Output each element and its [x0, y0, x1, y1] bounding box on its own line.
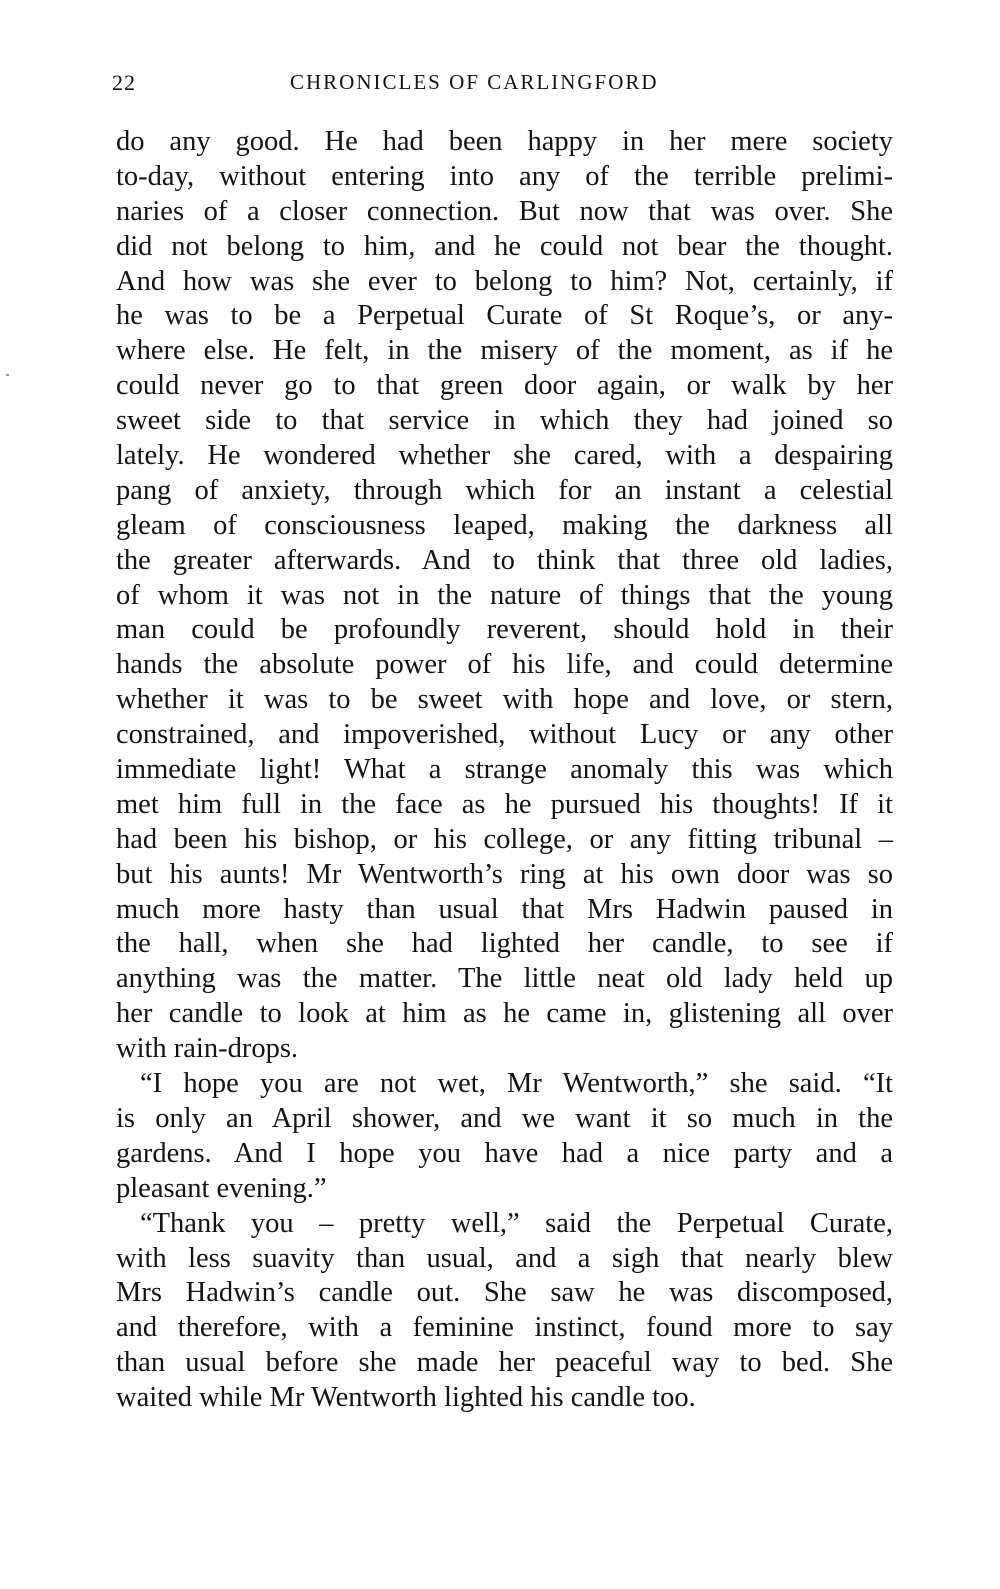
- page-number: 22: [112, 70, 136, 95]
- text-line: waited while Mr Wentworth lighted his candle too.: [116, 1382, 696, 1414]
- text-line: met him full in the face as he pursued his thoughts! If it: [116, 788, 893, 820]
- text-line: with rain-drops.: [116, 1033, 299, 1065]
- text-line: with less suavity than usual, and a sigh that nearly blew: [116, 1242, 893, 1274]
- text-line: had been his bishop, or his college, or any fitting tribunal –: [116, 823, 893, 855]
- text-line: and therefore, with a feminine instinct, found more to say: [116, 1312, 893, 1344]
- text-line: the hall, when she had lighted her candle, to see if: [116, 928, 893, 960]
- text-line: to-day, without entering into any of the terrible prelimi-: [116, 160, 893, 192]
- text-line: gleam of consciousness leaped, making the darkness all: [116, 509, 893, 541]
- text-line: could never go to that green door again, or walk by her: [116, 370, 893, 402]
- text-line: the greater afterwards. And to think that three old ladies,: [116, 544, 893, 576]
- text-line: And how was she ever to belong to him? Not, certainly, if: [116, 265, 893, 297]
- text-line: naries of a closer connection. But now that was over. She: [116, 195, 893, 227]
- text-line: pang of anxiety, through which for an instant a celestial: [116, 474, 893, 506]
- text-line: man could be profoundly reverent, should hold in their: [116, 614, 893, 646]
- text-line: immediate light! What a strange anomaly this was which: [116, 754, 893, 786]
- text-line: pleasant evening.”: [116, 1172, 327, 1204]
- body-text: [116, 125, 893, 1416]
- text-line: anything was the matter. The little neat old lady held up: [116, 963, 893, 995]
- text-line: did not belong to him, and he could not bear the thought.: [116, 230, 893, 262]
- text-line: constrained, and impoverished, without Lucy or any other: [116, 719, 893, 751]
- text-line: is only an April shower, and we want it so much in the: [116, 1102, 893, 1134]
- text-line: her candle to look at him as he came in, glistening all over: [116, 998, 893, 1030]
- text-line: do any good. He had been happy in her mere society: [116, 126, 893, 157]
- running-head: [112, 70, 890, 104]
- text-line: much more hasty than usual that Mrs Hadwin paused in: [116, 893, 893, 925]
- running-title: CHRONICLES OF CARLINGFORD: [290, 70, 659, 94]
- text-line: sweet side to that service in which they had joined so: [116, 405, 893, 437]
- text-line: hands the absolute power of his life, and could determine: [116, 649, 893, 681]
- text-line: “I hope you are not wet, Mr Wentworth,” she said. “It: [140, 1068, 893, 1100]
- margin-mark: [6, 374, 9, 376]
- text-line: than usual before she made her peaceful way to bed. She: [116, 1347, 893, 1379]
- text-line: where else. He felt, in the misery of the moment, as if he: [116, 335, 893, 367]
- text-line: Mrs Hadwin’s candle out. She saw he was discomposed,: [116, 1277, 893, 1309]
- text-line: he was to be a Perpetual Curate of St Roque’s, or any-: [116, 300, 893, 332]
- text-line: whether it was to be sweet with hope and love, or stern,: [116, 684, 893, 716]
- text-line: of whom it was not in the nature of things that the young: [116, 579, 893, 611]
- text-line: but his aunts! Mr Wentworth’s ring at his own door was so: [116, 858, 893, 890]
- text-line: lately. He wondered whether she cared, with a despairing: [116, 440, 893, 472]
- text-line: gardens. And I hope you have had a nice party and a: [116, 1137, 893, 1169]
- text-line: “Thank you – pretty well,” said the Perpetual Curate,: [140, 1207, 893, 1239]
